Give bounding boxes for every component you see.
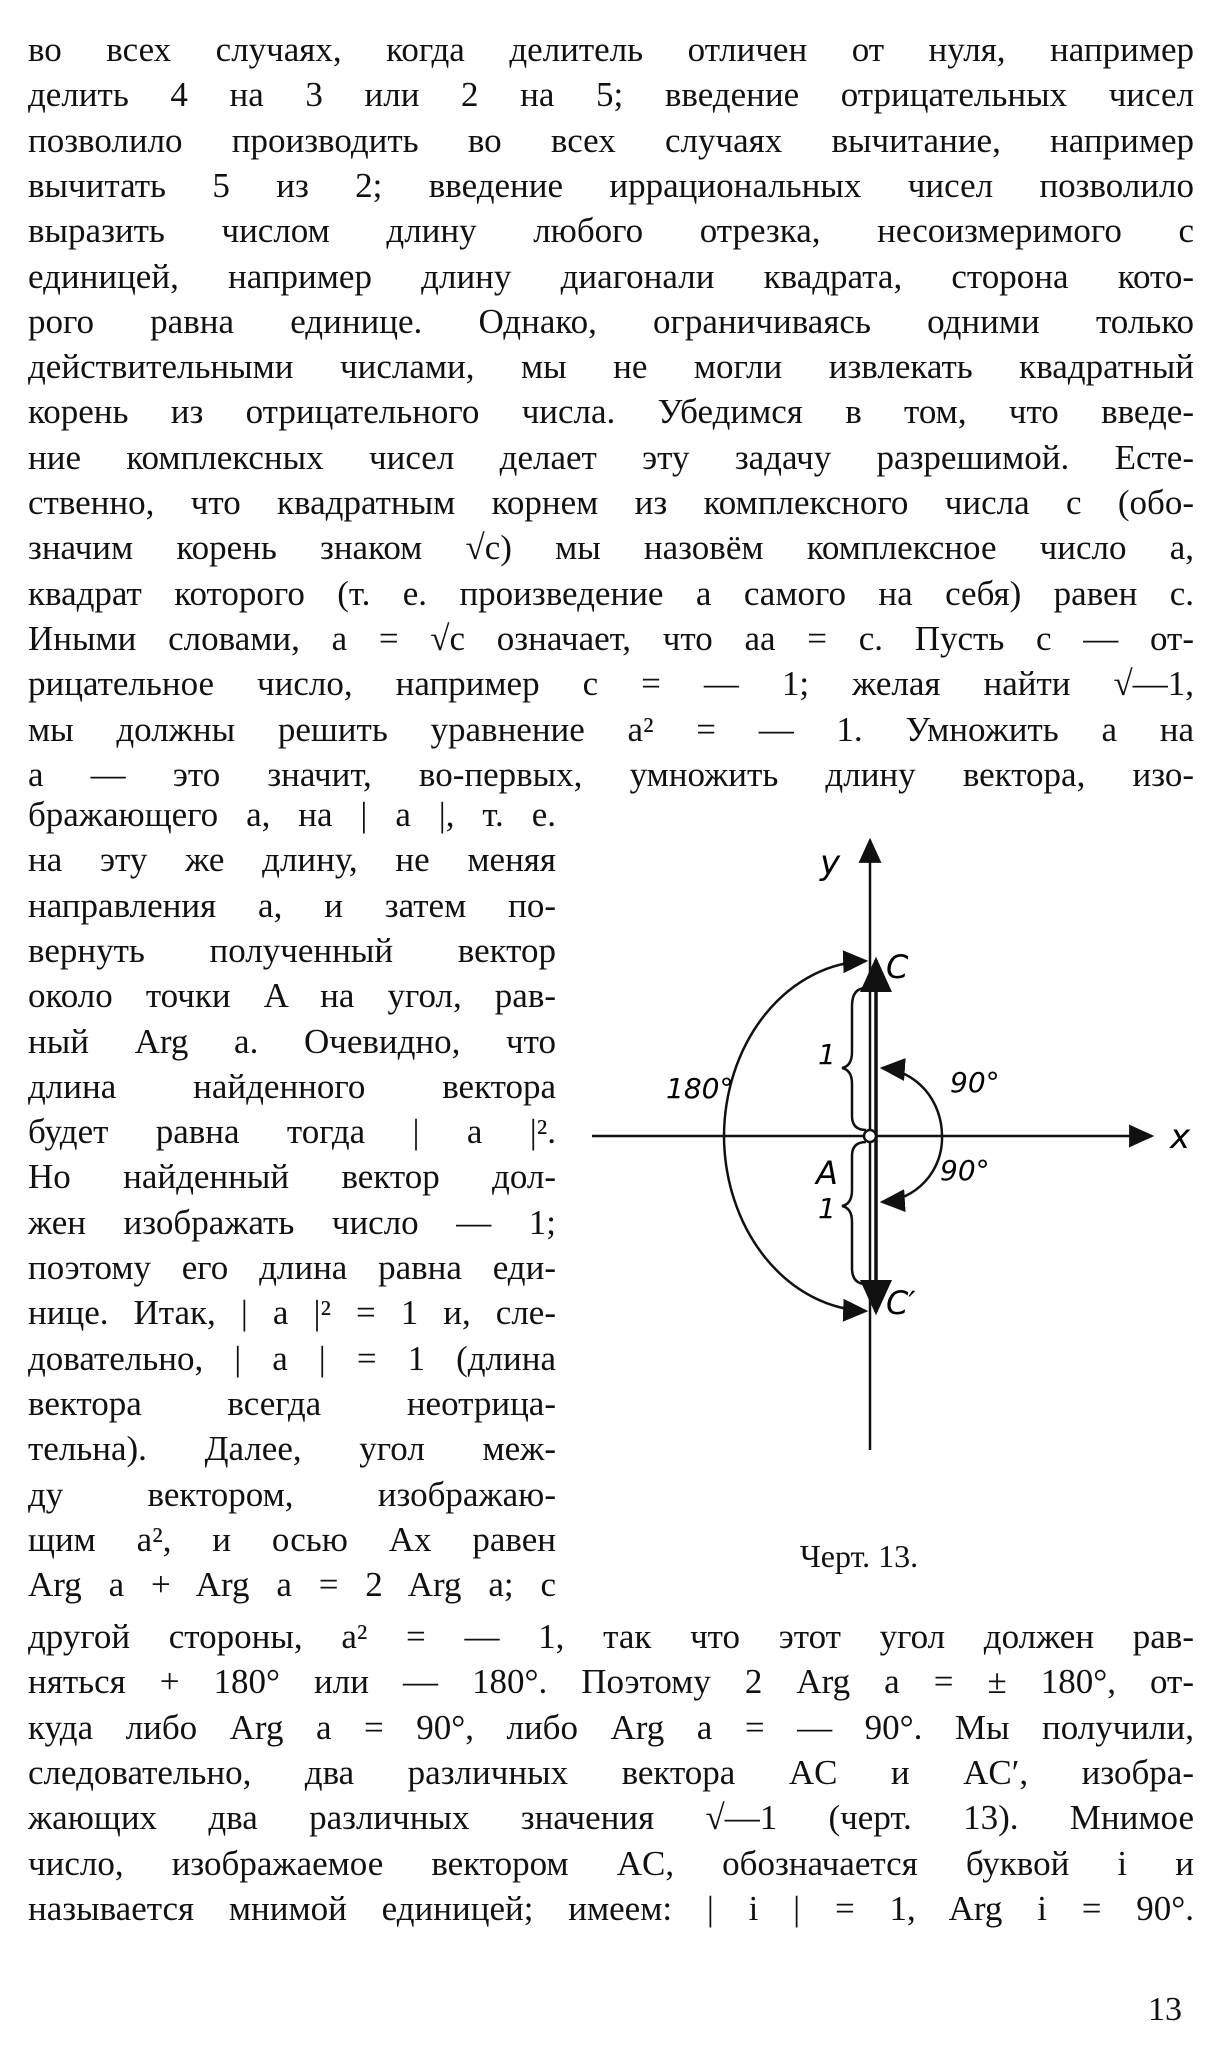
text-line: единицей, например длину диагонали квадрата, сторона кото-: [28, 256, 1194, 296]
text-line: на эту же длину, не меняя: [28, 840, 556, 880]
origin-point: [864, 1130, 876, 1142]
text-line: корень из отрицательного числа. Убедимся в том, что введе-: [28, 392, 1194, 432]
text-line: значим корень знаком √c) мы назовём комплексное число a,: [28, 528, 1194, 568]
page-number: 13: [1148, 1991, 1182, 2028]
text-line: будет равна тогда | a |².: [28, 1112, 556, 1152]
text-line: вычитать 5 из 2; введение иррациональных чисел позволило: [28, 165, 1194, 205]
text-line: позволило производить во всех случаях вычитание, например: [28, 120, 1194, 160]
text-line: няться + 180° или — 180°. Поэтому 2 Arg a = ± 180°, от-: [28, 1662, 1194, 1702]
label-y: y: [820, 843, 841, 883]
text-line: куда либо Arg a = 90°, либо Arg a = — 90°. Мы получили,: [28, 1707, 1194, 1747]
arc-180-lower: [724, 1136, 866, 1311]
text-line: квадрат которого (т. е. произведение a самого на себя) равен c.: [28, 573, 1194, 613]
text-line: длина найденного вектора: [28, 1066, 556, 1106]
text-line: жающих два различных значения √—1 (черт. 13). Мнимое: [28, 1798, 1194, 1838]
text-line: щим a², и осью Ax равен: [28, 1519, 556, 1559]
figure-13-diagram: [586, 830, 1212, 1550]
text-line: Но найденный вектор дол-: [28, 1157, 556, 1197]
brace-lower: [842, 1142, 866, 1284]
arc-90-lower: [882, 1136, 942, 1202]
text-line: ственно, что квадратным корнем из комплексного числа c (обо-: [28, 483, 1194, 522]
text-line: число, изображаемое вектором AC, обозначается буквой i и: [28, 1843, 1194, 1883]
label-c: C: [886, 948, 909, 986]
text-line: Arg a + Arg a = 2 Arg a; с: [28, 1565, 556, 1605]
text-line: вектора всегда неотрица-: [28, 1383, 556, 1423]
text-line: рого равна единице. Однако, ограничиваясь одними только: [28, 301, 1194, 341]
text-line: называется мнимой единицей; имеем: | i | = 1, Arg i = 90°.: [28, 1888, 1194, 1928]
figure-caption: Черт. 13.: [800, 1538, 919, 1574]
text-line: a — это значит, во-первых, умножить длину вектора, изо-: [28, 754, 1194, 794]
text-line: жен изображать число — 1;: [28, 1202, 556, 1242]
label-90-bottom: 90°: [940, 1154, 990, 1187]
label-c-prime: C′: [886, 1284, 916, 1322]
text-line: ду вектором, изображаю-: [28, 1474, 556, 1514]
text-line: нице. Итак, | a |² = 1 и, сле-: [28, 1293, 556, 1333]
text-line: во всех случаях, когда делитель отличен от нуля, например: [28, 30, 1194, 69]
text-line: ние комплексных чисел делает эту задачу разрешимой. Есте-: [28, 437, 1194, 477]
text-line: рицательное число, например c = — 1; желая найти √—1,: [28, 664, 1194, 704]
text-line: тельна). Далее, угол меж-: [28, 1429, 556, 1469]
text-line: бражающего a, на | a |, т. е.: [28, 795, 556, 834]
text-line: ный Arg a. Очевидно, что: [28, 1021, 556, 1061]
arc-180-upper: [724, 961, 866, 1136]
label-x: x: [1170, 1117, 1191, 1157]
text-line: действительными числами, мы не могли извлекать квадратный: [28, 347, 1194, 387]
text-line: мы должны решить уравнение a² = — 1. Умножить a на: [28, 709, 1194, 749]
label-1-top: 1: [818, 1038, 836, 1071]
text-line: поэтому его длина равна еди-: [28, 1248, 556, 1287]
label-180: 180°: [666, 1072, 734, 1105]
label-90-top: 90°: [950, 1066, 1000, 1099]
label-1-bottom: 1: [818, 1192, 836, 1225]
arc-90-upper: [882, 1068, 942, 1136]
text-line: выразить числом длину любого отрезка, несоизмеримого с: [28, 211, 1194, 251]
text-line: около точки A на угол, рав-: [28, 976, 556, 1016]
text-line: довательно, | a | = 1 (длина: [28, 1338, 556, 1378]
text-line: следовательно, два различных вектора AC и AC′, изобра-: [28, 1752, 1194, 1792]
text-line: другой стороны, a² = — 1, так что этот угол должен рав-: [28, 1617, 1194, 1656]
text-line: направления a, и затем по-: [28, 885, 556, 925]
text-line: делить 4 на 3 или 2 на 5; введение отрицательных чисел: [28, 75, 1194, 115]
brace-upper: [842, 988, 866, 1130]
label-a: A: [816, 1154, 838, 1192]
text-line: вернуть полученный вектор: [28, 930, 556, 970]
text-line: Иными словами, a = √c означает, что aa = c. Пусть c — от-: [28, 618, 1194, 658]
